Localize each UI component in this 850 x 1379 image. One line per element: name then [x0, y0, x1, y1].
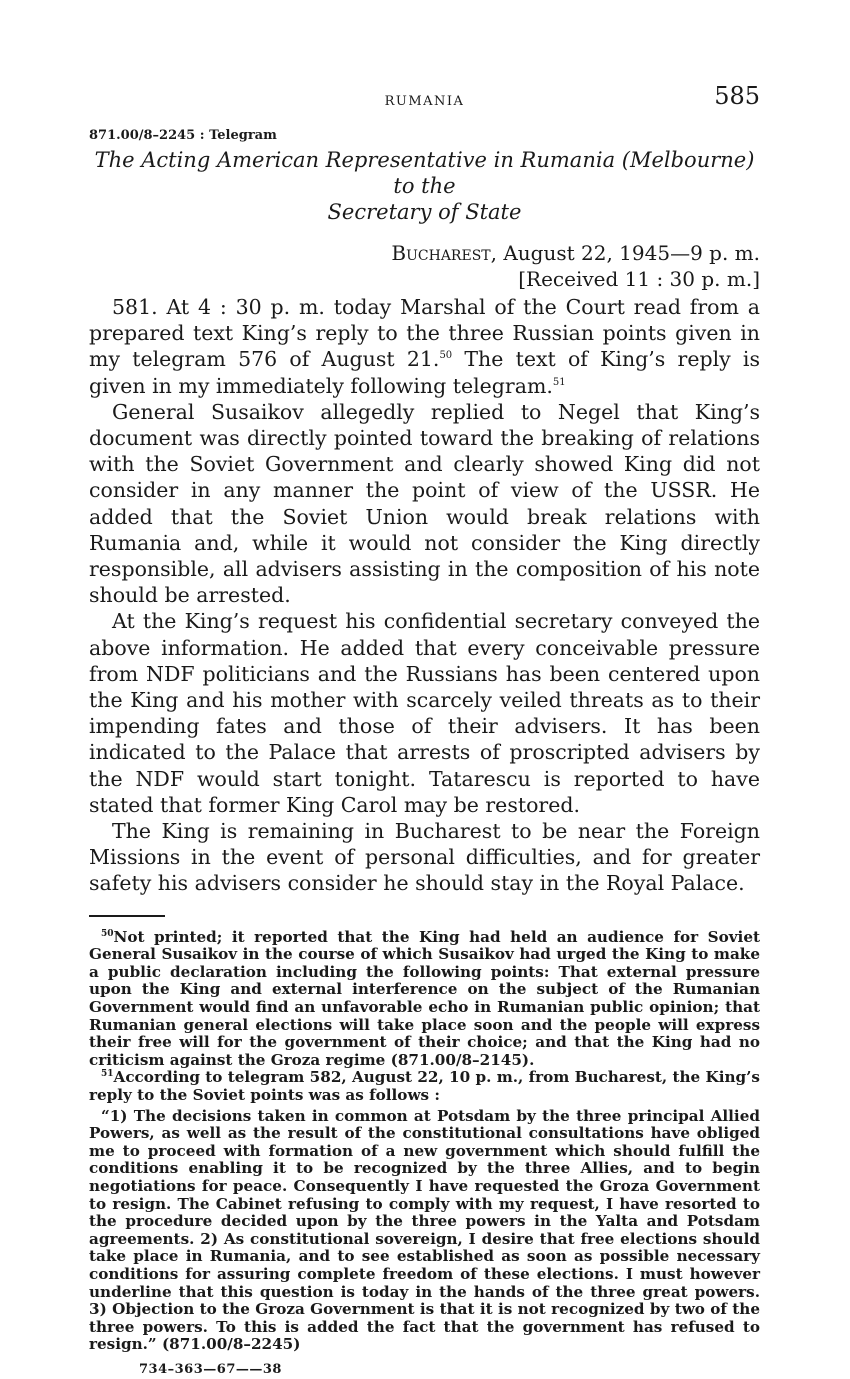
footnote-50-text: Not printed; it reported that the King had held an audience for Soviet General Susaikov in the course of which Susaikov had urged the King to make a public declaration including the following points: That external pressure upon the King and external interference on the subject of the Rumanian Government would find an unfavorable echo in Rumanian public opinion; that Rumanian general elections will take place soon and the people will express their free will for the government of their choice; and that the King had no criticism against the Groza regime (871.00/8–2145).: [89, 927, 760, 1069]
telegram-body: [89, 294, 760, 897]
paragraph-4: The King is remaining in Bucharest to be near the Foreign Missions in the event of personal difficulties, and for greater safety his advisers consider he should stay in the Royal Palace.: [89, 819, 760, 896]
footnote-ref-50: 50: [439, 350, 453, 362]
running-title: RUMANIA: [384, 94, 465, 109]
dateline-received: [Received 11 : 30 p. m.]: [518, 267, 760, 291]
dateline-date: August 22, 1945—9 p. m.: [496, 241, 760, 265]
dateline: [89, 240, 760, 292]
running-head: [89, 82, 760, 116]
dateline-place: Bucharest,: [391, 241, 497, 265]
page-number: 585: [714, 82, 760, 110]
printer-mark: 734–363—67——38: [139, 1361, 282, 1377]
footnote-ref-51: 51: [552, 376, 566, 388]
dateline-sent: [89, 240, 760, 266]
paragraph-1-text: 581. At 4 : 30 p. m. today Marshal of the Court read from a prepared text King’s reply to the three Russian points given in my telegram 576 of August 21.: [89, 295, 760, 372]
footnote-50: [89, 929, 760, 1070]
paragraph-2: General Susaikov allegedly replied to Negel that King’s document was directly pointed toward the breaking of relations with the Soviet Government and clearly showed King did not consider in any manner the point of view of the USSR. He added that the Soviet Union would break relations with Rumania and, while it would not consider the King directly responsible, all advisers assisting in the composition of his note should be arrested.: [89, 399, 760, 608]
file-number: 871.00/8–2245 : Telegram: [89, 128, 277, 143]
document-title: [89, 147, 760, 225]
paragraph-3: At the King’s request his confidential secretary conveyed the above information. He added that every conceivable pressure from NDF politicians and the Russians has been centered upon the King and his mother with scarcely veiled threats as to their impending fates and those of their advisers. It has been indicated to the Palace that arrests of proscripted advisers by the NDF would start tonight. Tatarescu is reported to have stated that former King Carol may be restored.: [89, 609, 760, 817]
document-page: [89, 82, 760, 1377]
footnote-51: [89, 1069, 760, 1104]
footnote-51-mark: 51: [101, 1069, 114, 1080]
footnotes: [89, 929, 760, 1354]
footnote-divider: [89, 915, 165, 917]
document-title-line-2: Secretary of State: [327, 200, 522, 224]
footnote-50-mark: 50: [101, 928, 114, 939]
footnote-51-text: According to telegram 582, August 22, 10 p. m., from Bucharest, the King’s reply to the Soviet points was as follows :: [89, 1068, 760, 1105]
footnote-51-quote: “1) The decisions taken in common at Potsdam by the three principal Allied Powers, as well as the result of the constitutional consultations have obliged me to proceed with formation of a new government which should fulfill the conditions enabling it to be recognized by the three Allies, and to begin negotiations for peace. Consequently I have requested the Groza Government to resign. The Cabinet refusing to comply with my request, I have resorted to the procedure decided upon by the three powers in the Yalta and Potsdam agreements. 2) As constitutional sovereign, I desire that free elections should take place in Rumania, and to see established as soon as possible necessary conditions for assuring complete freedom of these elections. I must however underline that this question is today in the hands of the three great powers. 3) Objection to the Groza Government is that it is not recognized by two of the three powers. To this is added the fact that the government has refused to resign.” (871.00/8–2245): [89, 1106, 760, 1354]
paragraph-1: [89, 294, 760, 399]
document-title-line-1: The Acting American Representative in Rumania (Melbourne) to the: [94, 148, 755, 198]
paragraph-1-text-cont: The text of King’s reply is given in my immediately following telegram.: [89, 347, 760, 398]
